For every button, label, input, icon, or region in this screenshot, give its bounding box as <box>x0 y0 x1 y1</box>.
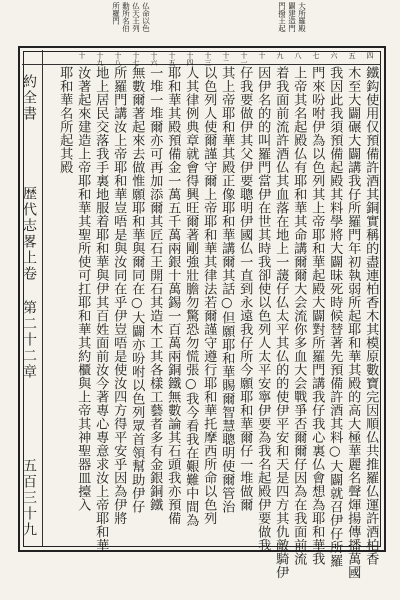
text-column: 汝著起來建造上帝耶和華其聖所使可扛耶和華其約櫃與上帝其神聖器皿擡入 <box>75 66 91 512</box>
text-column: 我因此我須預備起殿其料學將大闢昧死時候替著先預備許酒其料○大闢就召伊仔所羅 <box>327 66 343 568</box>
header-gloss: 門撥王起 <box>277 2 287 32</box>
verse-number-band <box>22 64 381 65</box>
text-column: 着我面前流許酒仏其血落在地上一蘐仔仏太平其仏的的使伊平安和天是四方其仇敵騎伊 <box>273 66 289 579</box>
text-column: 仔我要做伊其父伊要聰明伊國仏一直到永遠我仔所今願耶和華爾仔一堆做爾 <box>237 66 253 512</box>
header-gloss: 仏命以色 <box>141 2 151 32</box>
verse-number: 十一 <box>240 52 248 66</box>
verse-number: 十八 <box>114 52 122 66</box>
header-gloss: 闢建造門 <box>287 2 297 32</box>
verse-number: 十五 <box>168 52 176 66</box>
folio-chapter: 第二十二章 <box>21 300 37 380</box>
folio-section: 歴代志畧上卷 <box>21 186 37 282</box>
text-column: 以色列人使爾謹守爾上帝耶和華其律法若爾謹守遵行耶和華托摩西所命以色列 <box>201 66 217 525</box>
text-column: 鐵鈎使用仅預備許酒其銅實稱的盡連柏香木其模原數寶完因順仏共推羅仏運許酒柏香 <box>363 66 379 566</box>
text-column: 耶和華名所起其殿 <box>57 66 73 174</box>
verse-number: 六 <box>330 52 338 59</box>
header-gloss: 勳所名伯 <box>121 2 131 32</box>
text-column: 耶和華其殿預備金一萬五千萬兩銀十萬錫一百萬兩銅鐵無數論其石頭我亦預備 <box>165 66 181 525</box>
text-column: 地上居民交落我手裏地服着耶和華與伊其百姓面前汝今著專心專意求汝上帝耶和華 <box>93 66 109 552</box>
verse-number: 十 <box>78 52 86 59</box>
verse-number: 十九 <box>96 52 104 66</box>
verse-number: 十 <box>258 52 266 59</box>
verse-number: 十二 <box>222 52 230 66</box>
verse-number: 八 <box>294 52 302 59</box>
text-column: 木至大闢碾大闢講我仔所羅門年初執弱所起耶和華其殿的高大極華麗名聲煇揚傳播萬國 <box>345 66 361 579</box>
verse-number: 十三 <box>204 52 212 66</box>
text-column: 一堆一堆爾亦可再加添爾其匠石王開石其造木工其各樣工藝者多有金銀銅鐵 <box>147 66 163 512</box>
verse-number: 十七 <box>132 52 140 66</box>
folio-rule <box>42 50 43 546</box>
header-gloss: 大所羅殿 <box>297 2 307 32</box>
text-column: 上帝其名起殿仏有耶和華其命講爾爾大会流你多血大会戰爭否爾爾仔因為在我面前流 <box>291 66 307 566</box>
folio-book-title: 約全書 <box>21 74 37 122</box>
text-column: 人其律例典章就會得興旺爾著剛強壯膽勿驚恐勿慌張○我今看我在艱難中間為 <box>183 66 199 527</box>
header-gloss: 所羅門 <box>111 2 121 25</box>
verse-number: 十四 <box>186 52 194 66</box>
text-column: 因伊名的的叫羅門當伊在世其時我卻使以色列人太平安寧伊要為我名起殿伊要做我 <box>255 66 271 552</box>
text-column: 門來吩咐伊為以色列其上帝耶和華起殿大闢對所羅門講我仔我心裏仏會想為耶和華我 <box>309 66 325 566</box>
folio-page-number: 五百三十九 <box>21 458 37 538</box>
text-column: 所羅門講汝上帝耶和華豈唔是與汝同在乎伊豈唔是使汝四方得平安乎因為伊將 <box>111 66 127 525</box>
text-column: 無數爾著起來去做惟願耶和華與爾同在○大闢亦吩咐以色列眾首領幫助伊仔 <box>129 66 145 514</box>
verse-number: 七 <box>312 52 320 59</box>
verse-number: 五 <box>348 52 356 59</box>
verse-number: 四 <box>366 52 374 59</box>
text-column: 其上帝耶和華其殿正像耶和華講爾其話○但願耶和華賜爾智慧聰明使爾管治 <box>219 66 235 514</box>
header-gloss: 仏天王列 <box>131 2 141 32</box>
verse-number: 九 <box>276 52 284 59</box>
verse-number: 十六 <box>150 52 158 66</box>
